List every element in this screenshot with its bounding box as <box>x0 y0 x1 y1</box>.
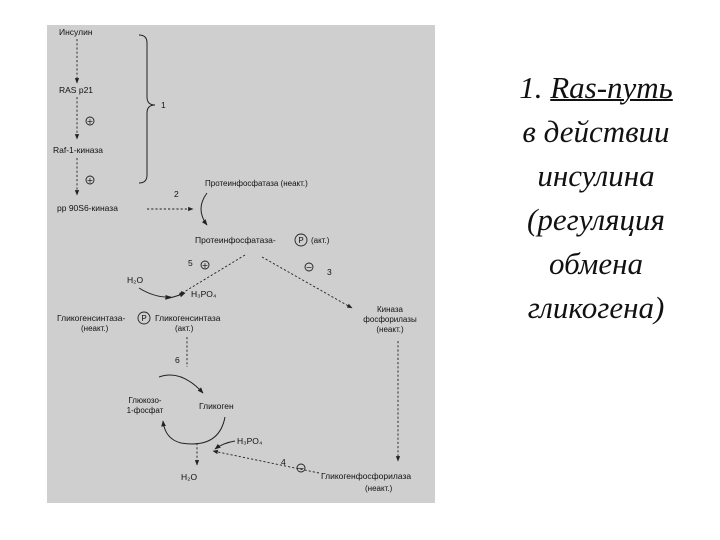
label-raf-1-kinase: Raf-1-киназа <box>53 145 104 155</box>
label-phosphatase-inactive: Протеинфосфатаза (неакт.) <box>205 179 308 188</box>
label-g1p-line2: 1-фосфат <box>126 406 164 415</box>
step-number-6: 6 <box>175 355 180 365</box>
pathway-diagram <box>47 25 435 503</box>
title-line-2: в действии <box>522 114 670 149</box>
label-kinase-line3: (неакт.) <box>376 325 404 334</box>
arrow-h3po4-release <box>165 293 185 299</box>
step-number-3: 3 <box>327 267 332 277</box>
label-h3po4-top: H₃PO₄ <box>191 289 217 299</box>
step-number-1: 1 <box>161 100 166 110</box>
label-h2o-top: H₂O <box>127 275 144 285</box>
label-ras-p21: RAS p21 <box>59 85 94 95</box>
title-line-4: (регуляция <box>527 202 665 237</box>
arrow-degradation-curve <box>163 417 225 444</box>
label-phosphatase-active-state: (акт.) <box>311 236 330 245</box>
label-kinase-line1: Киназа <box>376 305 404 314</box>
brace-step-1 <box>139 35 155 183</box>
title-ras-pathway: Ras-путь <box>550 70 673 105</box>
label-h2o-bottom: H₂O <box>181 472 198 482</box>
label-synthase-active: Гликогенсинтаза <box>155 313 221 323</box>
step-number-2: 2 <box>174 189 179 199</box>
arrow-h3po4-into-cycle <box>215 441 235 449</box>
plus-sign-2: + <box>86 176 94 185</box>
title-line-1 <box>480 66 712 110</box>
label-g1p-line1: Глюкозо- <box>128 396 162 405</box>
label-h3po4-bottom: H₃PO₄ <box>237 436 263 446</box>
phosphate-p-phosphatase: P <box>298 236 304 245</box>
title-line-6: гликогена) <box>527 290 665 325</box>
label-synthase-inactive: Гликогенсинтаза- <box>57 313 126 323</box>
label-phosphorylase: Гликогенфосфорилаза <box>321 471 412 481</box>
slide-title <box>480 66 712 330</box>
step-number-5: 5 <box>188 258 193 268</box>
label-glycogen: Гликоген <box>199 401 234 411</box>
minus-sign-3: − <box>305 263 313 272</box>
phosphate-p-synthase: P <box>141 314 147 323</box>
label-phosphorylase-state: (неакт.) <box>365 484 393 493</box>
arrow-h2o-into-reaction <box>139 288 171 297</box>
title-line-3: инсулина <box>537 158 655 193</box>
label-synthase-inactive-state: (неакт.) <box>81 324 109 333</box>
plus-sign-1: + <box>86 117 94 126</box>
title-line-5: обмена <box>549 246 643 281</box>
arrow-phosphatase-activation <box>201 193 207 225</box>
pathway-diagram-svg <box>47 25 435 503</box>
minus-sign-4: − <box>297 464 305 473</box>
plus-sign-5: + <box>201 261 209 270</box>
label-pp90s6-kinase: pp 90S6-киназа <box>57 203 118 213</box>
label-kinase-line2: фосфорилазы <box>363 315 417 324</box>
arrow-synthesis-curve <box>159 375 203 393</box>
label-synthase-active-state: (акт.) <box>175 324 194 333</box>
step-number-4: 4 <box>281 457 286 467</box>
label-insulin: Инсулин <box>59 27 93 37</box>
title-number: 1. <box>519 70 543 105</box>
label-phosphatase-active: Протеинфосфатаза- <box>195 235 276 245</box>
